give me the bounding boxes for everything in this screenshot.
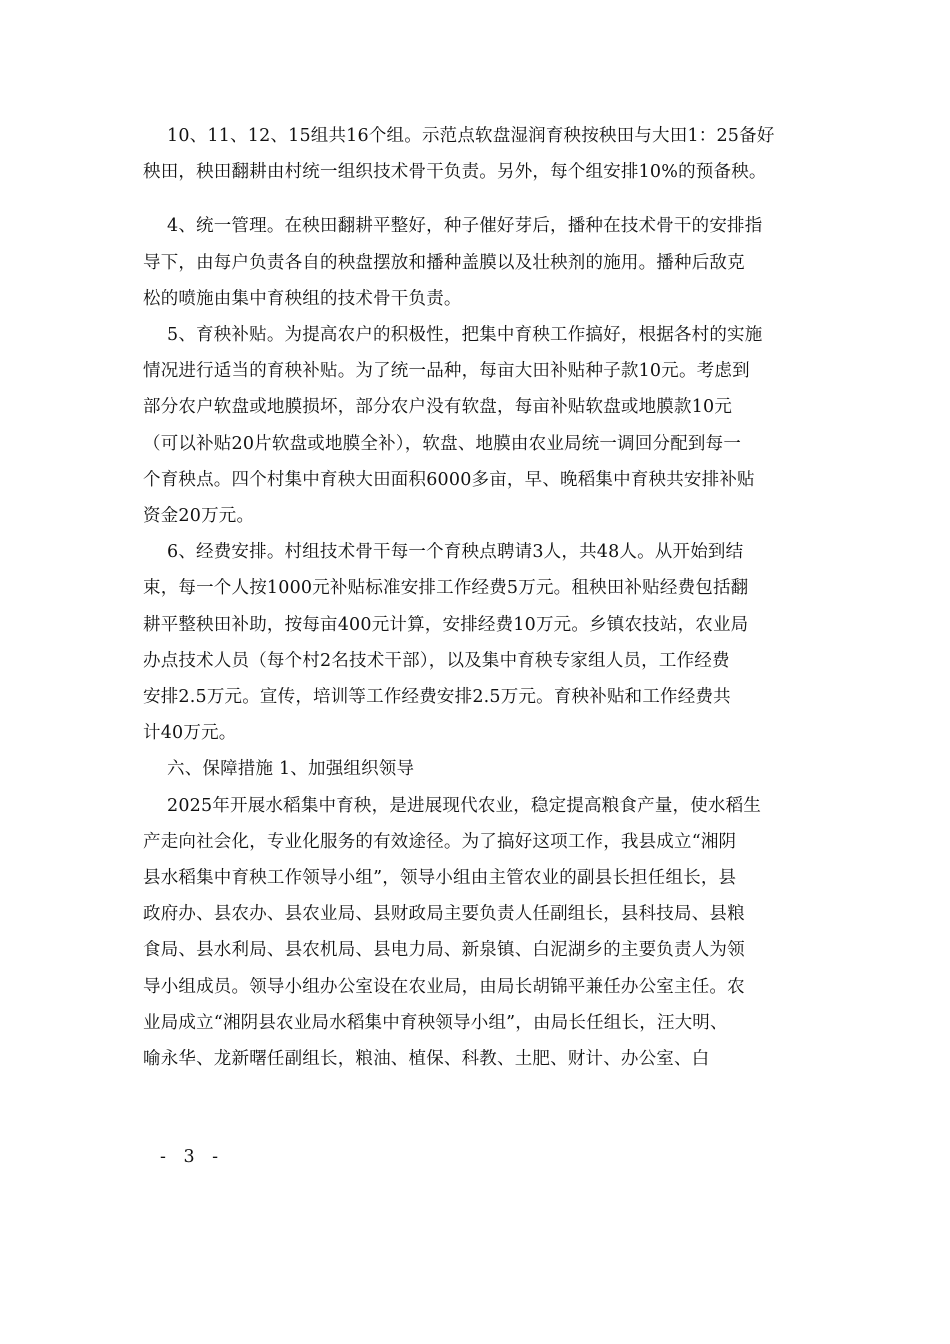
text-line: 业局成立“湘阴县农业局水稻集中育秧领导小组”，由局长任组长，汪大明、 — [143, 1012, 728, 1033]
paragraph-leadership — [143, 788, 811, 1078]
text-line: 2025年开展水稻集中育秧，是进展现代农业，稳定提高粮食产量，使水稻生 — [167, 795, 762, 816]
text-line: 10、11、12、15组共16个组。示范点软盘湿润育秧按秧田与大田1：25备好 — [167, 126, 775, 146]
text-line: （可以补贴20片软盘或地膜全补），软盘、地膜由农业局统一调回分配到每一 — [143, 433, 742, 454]
text-line: 喻永华、龙新曙任副组长，粮油、植保、科教、土肥、财计、办公室、白 — [143, 1049, 710, 1070]
text-line: 松的喷施由集中育秧组的技术骨干负责。 — [143, 288, 462, 309]
text-line: 部分农户软盘或地膜损坏，部分农户没有软盘，每亩补贴软盘或地膜款10元 — [143, 397, 733, 418]
page-number: - 3 - — [160, 1147, 225, 1167]
section-heading-safeguards — [143, 751, 811, 787]
text-line: 政府办、县农办、县农业局、县财政局主要负责人任副组长，县科技局、县粮 — [143, 904, 745, 925]
text-line: 情况进行适当的育秧补贴。为了统一品种，每亩大田补贴种子款10元。考虑到 — [143, 361, 750, 382]
text-line: 5、育秧补贴。为提高农户的积极性，把集中育秧工作搞好，根据各村的实施 — [167, 325, 763, 346]
text-line: 个育秧点。四个村集中育秧大田面积6000多亩，早、晚稻集中育秧共安排补贴 — [143, 469, 755, 490]
text-line: 4、统一管理。在秧田翻耕平整好，种子催好芽后，播种在技术骨干的安排指 — [167, 216, 763, 237]
document-page — [143, 118, 811, 1077]
text-line: 计40万元。 — [143, 723, 237, 744]
text-line: 食局、县水利局、县农机局、县电力局、新泉镇、白泥湖乡的主要负责人为领 — [143, 940, 745, 961]
text-line: 县水稻集中育秧工作领导小组”，领导小组由主管农业的副县长担任组长，县 — [143, 868, 737, 889]
text-line: 导下，由每户负责各自的秧盘摆放和播种盖膜以及壮秧剂的施用。播种后敌克 — [143, 252, 745, 273]
text-line: 秧田，秧田翻耕由村统一组织技术骨干负责。另外，每个组安排10%的预备秧。 — [143, 162, 767, 183]
text-line: 束，每一个人按1000元补贴标准安排工作经费5万元。租秧田补贴经费包括翻 — [143, 578, 749, 599]
text-line: 资金20万元。 — [143, 506, 255, 527]
text-line: 导小组成员。领导小组办公室设在农业局，由局长胡锦平兼任办公室主任。农 — [143, 976, 745, 997]
text-line: 六、保障措施 1、加强组织领导 — [167, 759, 415, 780]
paragraph-subsidy — [143, 317, 811, 534]
paragraph-seedbed — [143, 118, 811, 190]
paragraph-funding — [143, 534, 811, 751]
text-line: 安排2.5万元。宣传，培训等工作经费安排2.5万元。育秧补贴和工作经费共 — [143, 687, 731, 708]
text-line: 办点技术人员（每个村2名技术干部），以及集中育秧专家组人员，工作经费 — [143, 650, 730, 671]
text-line: 产走向社会化，专业化服务的有效途径。为了搞好这项工作，我县成立“湘阴 — [143, 831, 737, 852]
text-line: 6、经费安排。村组技术骨干每一个育秧点聘请3人，共48人。从开始到结 — [167, 542, 744, 563]
paragraph-gap — [143, 190, 811, 208]
text-line: 耕平整秧田补助，按每亩400元计算，安排经费10万元。乡镇农技站，农业局 — [143, 614, 749, 635]
paragraph-unified-management — [143, 208, 811, 317]
